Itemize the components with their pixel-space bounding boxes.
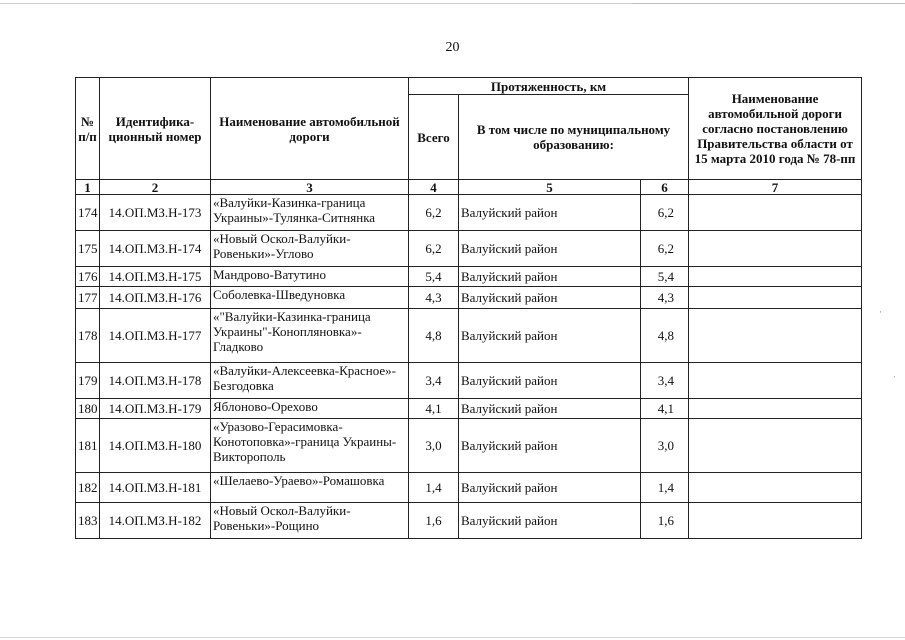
row-district: Валуйский район: [459, 267, 641, 287]
row-road-name: «Новый Оскол-Валуйки-Ровеньки»-Углово: [211, 231, 409, 267]
row-number: 183: [76, 503, 100, 539]
row-id: 14.ОП.МЗ.Н-180: [100, 419, 211, 473]
row-number: 176: [76, 267, 100, 287]
row-id: 14.ОП.МЗ.Н-175: [100, 267, 211, 287]
col-number: 5: [459, 180, 641, 195]
row-id: 14.ОП.МЗ.Н-174: [100, 231, 211, 267]
row-total: 5,4: [409, 267, 459, 287]
row-total: 4,3: [409, 287, 459, 309]
row-id: 14.ОП.МЗ.Н-173: [100, 195, 211, 231]
row-road-name: «"Валуйки-Казинка-граница Украины"-Конопляновка»-Гладково: [211, 309, 409, 363]
row-road-name: «Шелаево-Ураево»-Ромашовка: [211, 473, 409, 503]
row-number: 179: [76, 363, 100, 399]
row-district: Валуйский район: [459, 231, 641, 267]
row-road-name: Соболевка-Шведуновка: [211, 287, 409, 309]
scan-speck: ·: [893, 372, 896, 382]
table-row: [76, 399, 862, 419]
header-total: Всего: [409, 95, 459, 180]
row-road-name: Яблоново-Орехово: [211, 399, 409, 419]
row-total: 1,4: [409, 473, 459, 503]
row-total: 4,8: [409, 309, 459, 363]
table-row: [76, 503, 862, 539]
row-note: [689, 287, 862, 309]
col-number: 4: [409, 180, 459, 195]
page-number: 20: [445, 40, 460, 55]
row-road-name: «Новый Оскол-Валуйки-Ровеньки»-Рощино: [211, 503, 409, 539]
row-total: 4,1: [409, 399, 459, 419]
row-district: Валуйский район: [459, 287, 641, 309]
row-id: 14.ОП.МЗ.Н-179: [100, 399, 211, 419]
row-district: Валуйский район: [459, 309, 641, 363]
row-total: 6,2: [409, 195, 459, 231]
scan-speck: ·: [879, 307, 882, 317]
row-total: 6,2: [409, 231, 459, 267]
table-row: [76, 231, 862, 267]
row-road-name: «Валуйки-Казинка-граница Украины»-Тулянка-Ситнянка: [211, 195, 409, 231]
row-id: 14.ОП.МЗ.Н-177: [100, 309, 211, 363]
table-row: [76, 267, 862, 287]
row-id: 14.ОП.МЗ.Н-176: [100, 287, 211, 309]
row-district: Валуйский район: [459, 195, 641, 231]
row-note: [689, 473, 862, 503]
header-id: Идентифика-ционный номер: [100, 78, 211, 180]
row-value: 6,2: [641, 195, 689, 231]
roads-table: [75, 77, 862, 539]
scan-edge-top-right: [632, 3, 905, 4]
row-id: 14.ОП.МЗ.Н-182: [100, 503, 211, 539]
row-number: 182: [76, 473, 100, 503]
row-number: 178: [76, 309, 100, 363]
row-road-name: Мандрово-Ватутино: [211, 267, 409, 287]
col-number: 7: [689, 180, 862, 195]
table-row: [76, 287, 862, 309]
row-number: 174: [76, 195, 100, 231]
header-num: № п/п: [76, 78, 100, 180]
row-value: 4,3: [641, 287, 689, 309]
row-value: 3,0: [641, 419, 689, 473]
row-total: 3,0: [409, 419, 459, 473]
row-total: 1,6: [409, 503, 459, 539]
row-number: 180: [76, 399, 100, 419]
row-note: [689, 419, 862, 473]
row-number: 181: [76, 419, 100, 473]
row-district: Валуйский район: [459, 419, 641, 473]
scan-edge-bottom: [0, 637, 905, 638]
header-resolution: Наименование автомобильной дороги согласно постановлению Правительства области от 15 марта 2010 года № 78-пп: [689, 78, 862, 180]
row-number: 177: [76, 287, 100, 309]
row-district: Валуйский район: [459, 473, 641, 503]
row-note: [689, 195, 862, 231]
table-row: [76, 195, 862, 231]
table-row: [76, 419, 862, 473]
col-number: 2: [100, 180, 211, 195]
row-value: 4,8: [641, 309, 689, 363]
table-row: [76, 363, 862, 399]
row-district: Валуйский район: [459, 503, 641, 539]
row-note: [689, 363, 862, 399]
row-value: 1,4: [641, 473, 689, 503]
row-value: 3,4: [641, 363, 689, 399]
row-value: 4,1: [641, 399, 689, 419]
row-district: Валуйский район: [459, 363, 641, 399]
col-number: 3: [211, 180, 409, 195]
row-road-name: «Уразово-Герасимовка-Конотоповка»-граница Украины-Викторополь: [211, 419, 409, 473]
row-note: [689, 503, 862, 539]
header-municipal: В том числе по муниципальному образованию:: [459, 95, 689, 180]
header-road-name: Наименование автомобильной дороги: [211, 78, 409, 180]
table-row: [76, 473, 862, 503]
row-district: Валуйский район: [459, 399, 641, 419]
header-length: Протяженность, км: [409, 78, 689, 95]
table-row: [76, 309, 862, 363]
row-note: [689, 309, 862, 363]
col-number: 6: [641, 180, 689, 195]
row-total: 3,4: [409, 363, 459, 399]
row-id: 14.ОП.МЗ.Н-178: [100, 363, 211, 399]
row-number: 175: [76, 231, 100, 267]
col-number: 1: [76, 180, 100, 195]
row-value: 1,6: [641, 503, 689, 539]
row-note: [689, 267, 862, 287]
row-value: 5,4: [641, 267, 689, 287]
row-id: 14.ОП.МЗ.Н-181: [100, 473, 211, 503]
row-note: [689, 231, 862, 267]
row-value: 6,2: [641, 231, 689, 267]
row-note: [689, 399, 862, 419]
row-road-name: «Валуйки-Алексеевка-Красное»-Безгодовка: [211, 363, 409, 399]
